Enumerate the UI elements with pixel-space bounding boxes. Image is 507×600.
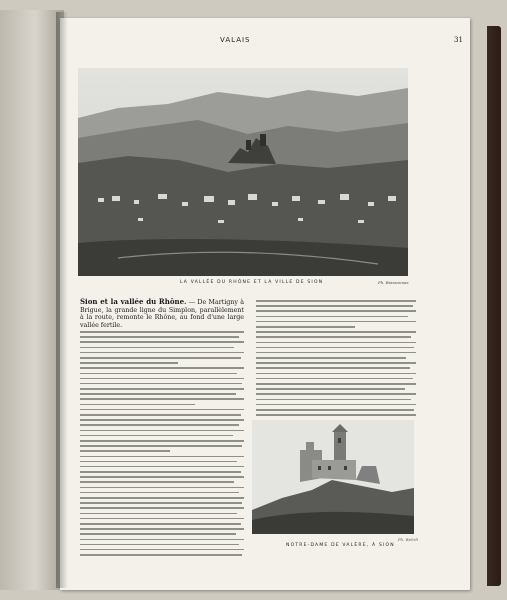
article-right-column	[256, 298, 416, 418]
article-left-column	[80, 298, 244, 573]
church-photo-illustration	[252, 420, 414, 534]
valley-photo-illustration	[78, 68, 408, 276]
top-photo-credit: Ph. Boissonnas	[378, 280, 409, 285]
church-photo	[252, 420, 414, 534]
article-title: Sion et la vallée du Rhône.	[80, 298, 187, 306]
article-body-right	[256, 300, 416, 418]
left-page-edge	[0, 10, 64, 590]
running-head: VALAIS	[220, 36, 251, 44]
article-intro: — De Martigny à Brigue, la grande ligne du Simplon, parallèlement à la route, remonte le Rhône, au fond d'une large vallée fertile.	[80, 299, 244, 329]
bottom-photo-caption: NOTRE-DAME DE VALÈRE, À SION	[286, 543, 395, 548]
spine-shadow	[56, 12, 68, 588]
article-body-left	[80, 331, 244, 556]
valley-photo	[78, 68, 408, 276]
bottom-photo-credit: Ph. Wehrli	[398, 537, 418, 542]
top-photo-caption: LA VALLÉE DU RHÔNE ET LA VILLE DE SION	[180, 280, 324, 285]
page-number: 31	[454, 36, 463, 44]
book-cover-edge	[487, 26, 501, 586]
article-lede	[80, 298, 244, 329]
